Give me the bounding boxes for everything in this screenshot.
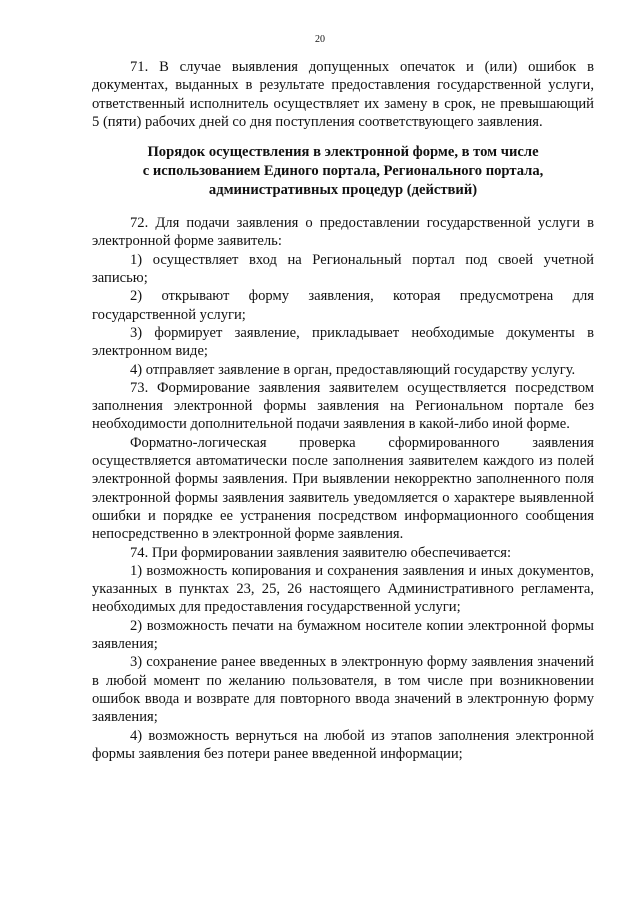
heading-line-3: административных процедур (действий) (208, 182, 478, 199)
paragraph-74-item-4: 4) возможность вернуться на любой из этапов заполнения электронной формы заявления без потери ранее введенной информации; (92, 727, 594, 762)
paragraph-72: 72. Для подачи заявления о предоставлении государственной услуги в электронной форме заявитель: (92, 215, 594, 250)
paragraph-73: 73. Формирование заявления заявителем осуществляется посредством заполнения электронной формы заявления на Региональном портале без необходимости дополнительной подачи заявления в какой-либо иной форме. (92, 379, 594, 433)
paragraph-72-item-3: 3) формирует заявление, прикладывает необходимые документы в электронном виде; (92, 324, 594, 360)
paragraph-71: 71. В случае выявления допущенных опечаток и (или) ошибок в документах, выданных в результате предоставления государственной услуги, ответственный исполнитель осуществляет их замену в срок, не превышающий 5 (пяти) рабочих дней со дня поступления соответствующего заявления. (92, 59, 594, 130)
paragraph-72-item-1: 1) осуществляет вход на Региональный портал под своей учетной записью; (92, 251, 594, 287)
heading-line-1: Порядок осуществления в электронной форме, в том числе (147, 144, 539, 161)
section-heading (92, 143, 594, 200)
heading-line-2: с использованием Единого портала, Регионального портала, (142, 163, 544, 180)
paragraph-74-item-3: 3) сохранение ранее введенных в электронную форму заявления значений в любой момент по желанию пользователя, в том числе при возникновении ошибок ввода и возврате для повторного ввода значений в электронную форму заявления; (92, 654, 594, 726)
paragraph-74-item-1: 1) возможность копирования и сохранения заявления и иных документов, указанных в пунктах 23, 25, 26 настоящего Административного регламента, необходимых для предоставления государственной услуги; (92, 562, 594, 616)
page-number: 20 (315, 34, 325, 45)
paragraph-72-item-2: 2) открывают форму заявления, которая предусмотрена для государственной услуги; (92, 288, 594, 323)
paragraph-72-item-4: 4) отправляет заявление в орган, предоставляющий государству услугу. (130, 361, 576, 378)
paragraph-74: 74. При формировании заявления заявителю обеспечивается: (130, 544, 512, 561)
page-content (92, 58, 594, 763)
paragraph-73-format-check: Форматно-логическая проверка сформированного заявления осуществляется автоматически после заполнения заявителем каждого из полей электронной формы заявления. При выявлении некорректно заполненного поля электронной формы заявления заявитель уведомляется о характере выявленной ошибки и порядке ее устранения посредством информационного сообщения непосредственно в электронной форме заявления. (92, 434, 594, 543)
paragraph-74-item-2: 2) возможность печати на бумажном носителе копии электронной формы заявления; (92, 617, 594, 653)
